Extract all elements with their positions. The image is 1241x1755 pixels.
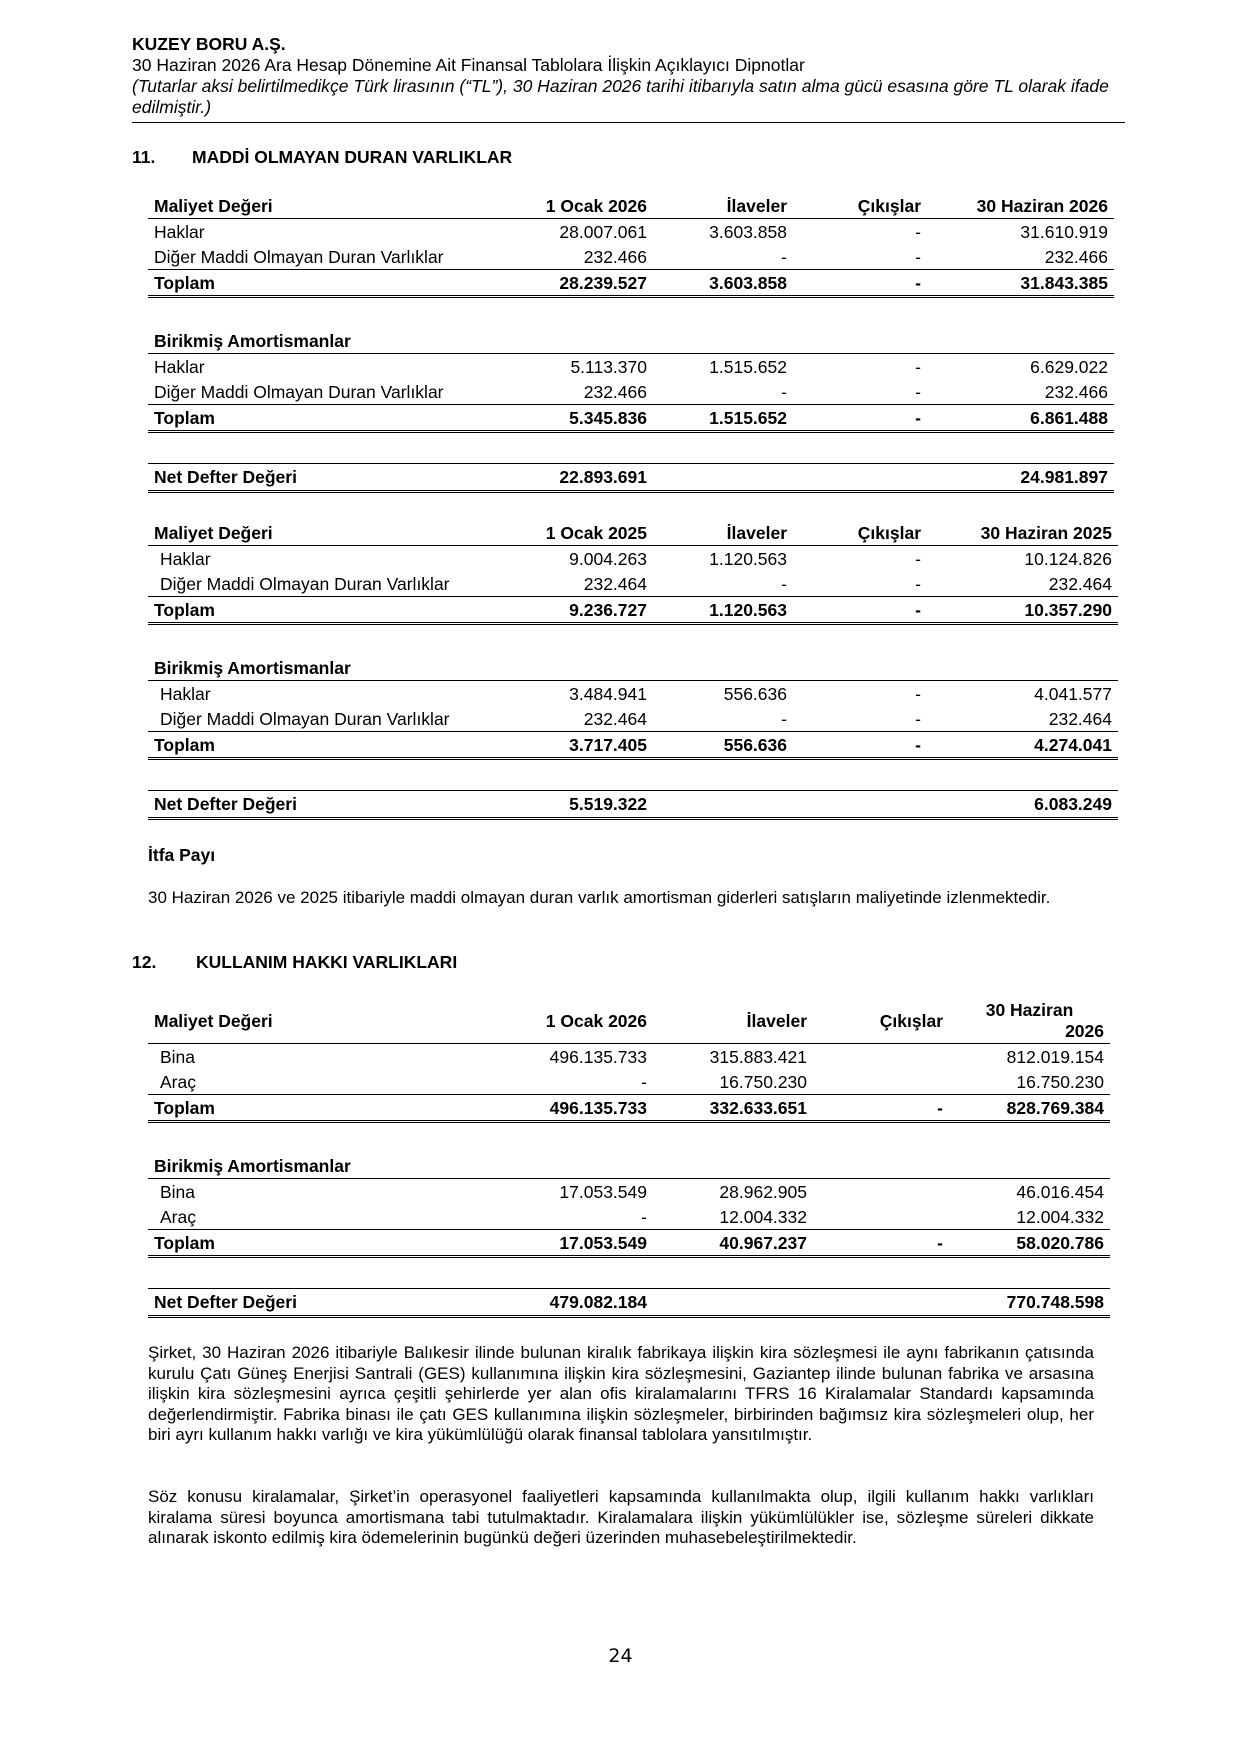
cell-value: 17.053.549: [493, 1230, 653, 1257]
cell-value: [813, 1204, 949, 1230]
accumulated-header: Birikmiş Amortismanlar: [154, 330, 351, 351]
section-11-title: MADDİ OLMAYAN DURAN VARLIKLAR: [192, 147, 513, 167]
cell-value: -: [915, 573, 921, 594]
cell-value: [653, 1289, 813, 1317]
row-label: Araç: [160, 1206, 196, 1227]
cell-value: 5.345.836: [493, 405, 653, 432]
col-header-line: 30 Haziran: [985, 1000, 1074, 1020]
cell-value: 812.019.154: [949, 1044, 1110, 1070]
cell-value: -: [641, 1071, 647, 1092]
cell-value: 5.519.322: [493, 791, 653, 819]
cell-value: 6.629.022: [927, 354, 1114, 380]
col-header-line: 2026: [1065, 1021, 1104, 1041]
cell-value: 46.016.454: [949, 1179, 1110, 1205]
cell-value: 1.515.652: [653, 405, 793, 432]
table-row: [148, 354, 1114, 380]
cell-value: 3.603.858: [653, 270, 793, 297]
row-label: Net Defter Değeri: [148, 464, 493, 492]
cell-value: 1.515.652: [653, 354, 793, 380]
cell-value: 16.750.230: [719, 1071, 807, 1092]
col-header: Çıkışlar: [857, 522, 921, 543]
col-header: 1 Ocak 2026: [545, 1011, 647, 1031]
row-label: Toplam: [148, 597, 493, 624]
col-header: Maliyet Değeri: [154, 195, 273, 216]
cell-value: 6.083.249: [927, 791, 1118, 819]
row-label: Toplam: [148, 732, 493, 759]
cell-value: -: [793, 270, 927, 297]
cell-value: -: [793, 732, 927, 759]
net-book-value-row: [148, 791, 1118, 819]
cell-value: -: [915, 708, 921, 729]
table-row: [148, 1044, 1110, 1070]
total-row: [148, 1095, 1110, 1122]
cell-value: 3.603.858: [653, 219, 793, 245]
lease-paragraph-1: Şirket, 30 Haziran 2026 itibariyle Balıkesir ilinde bulunan kiralık fabrikaya ilişkin kira sözleşmesi ile aynı fabrikanın çatısında kurulu Çatı Güneş Enerjisi Santrali (GES) kullanımına ilişkin kira sözleşmesini, Gaziantep ilinde bulunan fabrika ve arsasına ilişkin kira sözleşmesini ayrıca çeşitli şehirlerde yer alan ofis kiralamalarını TFRS 16 Kiralamalar Standardı kapsamında değerlendirmiştir. Fabrika binası ile çatı GES kullanımına ilişkin sözleşmeler, birbirinden bağımsız kira sözleşmeleri olup, her biri ayrı kullanım hakkı varlığı ve kira yükümlülüğü olarak finansal tablolara yansıtılmıştır.: [148, 1343, 1094, 1444]
cell-value: -: [793, 219, 927, 245]
cell-value: 556.636: [653, 681, 793, 707]
cell-value: 232.464: [1048, 573, 1112, 594]
total-row: [148, 405, 1114, 432]
row-label: Haklar: [148, 681, 493, 707]
cell-value: 28.007.061: [493, 219, 653, 245]
cell-value: 24.981.897: [927, 464, 1114, 492]
company-name: KUZEY BORU A.Ş.: [132, 34, 286, 54]
row-label: Toplam: [148, 1230, 493, 1257]
cell-value: 496.135.733: [493, 1044, 653, 1070]
cell-value: 3.484.941: [493, 681, 653, 707]
cell-value: 5.113.370: [493, 354, 653, 380]
cell-value: 31.843.385: [927, 270, 1114, 297]
accumulated-header: Birikmiş Amortismanlar: [154, 657, 351, 678]
page-number: 24: [608, 1645, 633, 1667]
cell-value: 232.464: [1048, 708, 1112, 729]
right-of-use-assets-table: [148, 999, 1110, 1318]
row-label: Net Defter Değeri: [148, 791, 493, 819]
col-header: Çıkışlar: [879, 1011, 943, 1031]
cell-value: 9.236.727: [493, 597, 653, 624]
section-12-number: 12.: [132, 952, 157, 972]
cell-value: -: [793, 354, 927, 380]
cell-value: 232.464: [583, 708, 647, 729]
cell-value: 1.120.563: [653, 597, 793, 624]
row-label: Araç: [160, 1071, 196, 1092]
col-header: İlaveler: [726, 522, 787, 543]
cell-value: [793, 464, 927, 492]
cell-value: 6.861.488: [927, 405, 1114, 432]
cell-value: 828.769.384: [949, 1095, 1110, 1122]
row-label: Toplam: [148, 270, 493, 297]
table-row: [148, 546, 1118, 572]
cell-value: -: [781, 708, 787, 729]
table-row: [148, 379, 1114, 405]
header-note: (Tutarlar aksi belirtilmedikçe Türk lirasının (“TL”), 30 Haziran 2026 tarihi itibarıyla satın alma gücü esasına göre TL olarak ifade edilmiştir.): [132, 76, 1109, 117]
cell-value: 496.135.733: [493, 1095, 653, 1122]
cell-value: [813, 1289, 949, 1317]
section-12-title: KULLANIM HAKKI VARLIKLARI: [196, 952, 458, 972]
cell-value: 31.610.919: [927, 219, 1114, 245]
cell-value: 232.466: [583, 246, 647, 267]
amortisation-title: İtfa Payı: [148, 845, 216, 865]
table-row: [148, 219, 1114, 245]
cell-value: -: [793, 546, 927, 572]
row-label: Diğer Maddi Olmayan Duran Varlıklar: [154, 381, 444, 402]
row-label: Haklar: [148, 354, 493, 380]
col-header: İlaveler: [726, 195, 787, 216]
cell-value: 28.962.905: [653, 1179, 813, 1205]
cell-value: 17.053.549: [493, 1179, 653, 1205]
cell-value: 232.466: [1044, 246, 1108, 267]
table-row: [148, 681, 1118, 707]
cell-value: 12.004.332: [719, 1206, 807, 1227]
cell-value: 556.636: [653, 732, 793, 759]
cell-value: -: [793, 597, 927, 624]
row-label: Diğer Maddi Olmayan Duran Varlıklar: [160, 708, 450, 729]
lease-paragraph-2: Söz konusu kiralamalar, Şirket’in operasyonel faaliyetleri kapsamında kullanılmakta olup, ilgili kullanım hakkı varlıkları kiralama süresi boyunca amortismana tabi tutulmaktadır. Kiralamalara ilişkin yükümlülükler ise, sözleşme süreleri dikkate alınarak iskonto edilmiş kira ödemelerinin bugünkü değeri üzerinden muhasebeleştirilmektedir.: [148, 1487, 1094, 1547]
cell-value: -: [641, 1206, 647, 1227]
row-label: Diğer Maddi Olmayan Duran Varlıklar: [154, 246, 444, 267]
col-header: Maliyet Değeri: [154, 522, 273, 543]
col-header: 1 Ocak 2025: [545, 522, 647, 543]
total-row: [148, 270, 1114, 297]
total-row: [148, 1230, 1110, 1257]
table-row: [148, 1179, 1110, 1205]
col-header: İlaveler: [746, 1011, 807, 1031]
cell-value: -: [813, 1230, 949, 1257]
row-label: Toplam: [148, 1095, 493, 1122]
col-header: 1 Ocak 2026: [545, 195, 647, 216]
cell-value: 770.748.598: [949, 1289, 1110, 1317]
cell-value: 10.357.290: [927, 597, 1118, 624]
cell-value: 232.466: [1044, 381, 1108, 402]
intangible-assets-table-2025: [148, 520, 1118, 820]
cell-value: 16.750.230: [1016, 1071, 1104, 1092]
cell-value: 4.041.577: [927, 681, 1118, 707]
total-row: [148, 732, 1118, 759]
cell-value: 28.239.527: [493, 270, 653, 297]
intangible-assets-table-2026: [148, 193, 1114, 493]
cell-value: -: [915, 381, 921, 402]
amortisation-text: 30 Haziran 2026 ve 2025 itibariyle maddi olmayan duran varlık amortisman giderleri satışların maliyetinde izlenmektedir.: [148, 888, 1051, 907]
row-label: Toplam: [148, 405, 493, 432]
row-label: Diğer Maddi Olmayan Duran Varlıklar: [160, 573, 450, 594]
net-book-value-row: [148, 1289, 1110, 1317]
cell-value: -: [793, 681, 927, 707]
cell-value: -: [781, 246, 787, 267]
row-label: Net Defter Değeri: [148, 1289, 493, 1317]
cell-value: 232.464: [583, 573, 647, 594]
cell-value: 332.633.651: [653, 1095, 813, 1122]
row-label: Bina: [148, 1179, 493, 1205]
cell-value: -: [915, 246, 921, 267]
cell-value: 4.274.041: [927, 732, 1118, 759]
col-header: Maliyet Değeri: [154, 1011, 273, 1031]
table-row: [148, 244, 1114, 270]
cell-value: -: [781, 573, 787, 594]
cell-value: 12.004.332: [1016, 1206, 1104, 1227]
header-rule: [132, 122, 1125, 123]
header-subtitle: 30 Haziran 2026 Ara Hesap Dönemine Ait Finansal Tablolara İlişkin Açıklayıcı Dipnotlar: [132, 55, 805, 75]
cell-value: 3.717.405: [493, 732, 653, 759]
cell-value: 232.466: [583, 381, 647, 402]
table-row: [148, 1069, 1110, 1095]
cell-value: [813, 1044, 949, 1070]
total-row: [148, 597, 1118, 624]
row-label: Bina: [148, 1044, 493, 1070]
row-label: Haklar: [148, 546, 493, 572]
table-row: [148, 571, 1118, 597]
cell-value: [653, 791, 793, 819]
cell-value: 58.020.786: [949, 1230, 1110, 1257]
section-11-number: 11.: [132, 147, 156, 167]
col-header: 30 Haziran 2025: [980, 522, 1112, 543]
table-row: [148, 1204, 1110, 1230]
cell-value: 479.082.184: [493, 1289, 653, 1317]
row-label: Haklar: [148, 219, 493, 245]
cell-value: [813, 1069, 949, 1095]
cell-value: 315.883.421: [653, 1044, 813, 1070]
col-header: Çıkışlar: [857, 195, 921, 216]
cell-value: 22.893.691: [493, 464, 653, 492]
cell-value: [813, 1179, 949, 1205]
cell-value: [653, 464, 793, 492]
col-header: [949, 999, 1110, 1044]
cell-value: 1.120.563: [653, 546, 793, 572]
cell-value: [793, 791, 927, 819]
accumulated-header: Birikmiş Amortismanlar: [154, 1155, 351, 1176]
net-book-value-row: [148, 464, 1114, 492]
cell-value: -: [781, 381, 787, 402]
cell-value: 10.124.826: [927, 546, 1118, 572]
table-row: [148, 706, 1118, 732]
cell-value: -: [793, 405, 927, 432]
col-header: 30 Haziran 2026: [976, 195, 1108, 216]
cell-value: 9.004.263: [493, 546, 653, 572]
cell-value: -: [813, 1095, 949, 1122]
cell-value: 40.967.237: [653, 1230, 813, 1257]
page-header: [132, 34, 1122, 118]
